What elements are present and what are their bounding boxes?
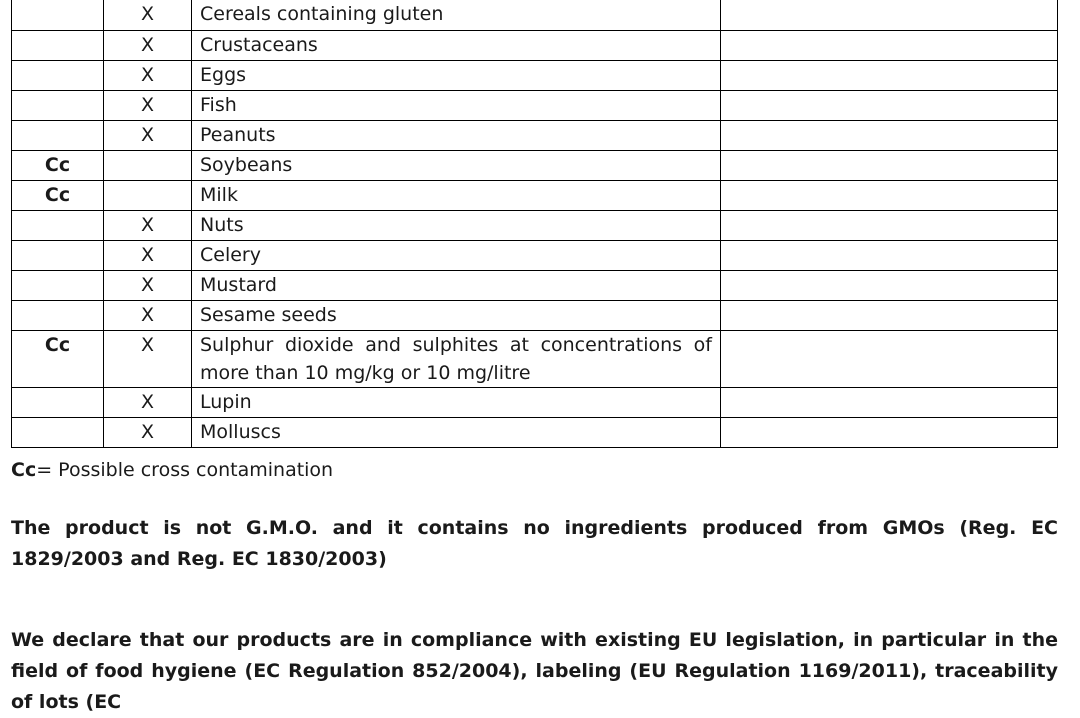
table-row — [12, 91, 1058, 121]
table-row — [12, 61, 1058, 91]
table-row — [12, 301, 1058, 331]
cross-contamination-cell — [12, 91, 104, 121]
cross-contamination-cell: Cc — [12, 181, 104, 211]
allergen-name-cell: Fish — [192, 91, 721, 121]
table-row — [12, 388, 1058, 418]
cross-contamination-cell: Cc — [12, 331, 104, 388]
cross-contamination-cell — [12, 388, 104, 418]
allergen-name-cell: Eggs — [192, 61, 721, 91]
notes-cell — [721, 271, 1058, 301]
table-row — [12, 121, 1058, 151]
absence-mark-cell — [104, 151, 192, 181]
absence-mark-cell — [104, 181, 192, 211]
notes-cell — [721, 331, 1058, 388]
allergen-table-body — [12, 0, 1058, 448]
table-row — [12, 151, 1058, 181]
allergen-name-cell: Sesame seeds — [192, 301, 721, 331]
allergen-name-cell: Molluscs — [192, 418, 721, 448]
compliance-statement: We declare that our products are in compliance with existing EU legislation, in particular in the field of food hygiene (EC Regulation 852/2004), labeling (EU Regulation 1169/2011), traceability of lots (EC — [11, 629, 1058, 713]
absence-mark-cell: X — [104, 271, 192, 301]
allergen-name-cell: Sulphur dioxide and sulphites at concentrations of more than 10 mg/kg or 10 mg/litre — [192, 331, 721, 388]
absence-mark-cell: X — [104, 331, 192, 388]
absence-mark-cell: X — [104, 121, 192, 151]
allergen-name-cell: Mustard — [192, 271, 721, 301]
table-row — [12, 241, 1058, 271]
allergen-name-cell: Lupin — [192, 388, 721, 418]
cross-contamination-cell — [12, 31, 104, 61]
absence-mark-cell: X — [104, 241, 192, 271]
notes-cell — [721, 241, 1058, 271]
notes-cell — [721, 211, 1058, 241]
cross-contamination-cell — [12, 61, 104, 91]
notes-cell — [721, 31, 1058, 61]
notes-cell — [721, 418, 1058, 448]
allergen-name-cell: Cereals containing gluten — [192, 0, 721, 31]
cross-contamination-cell — [12, 241, 104, 271]
absence-mark-cell: X — [104, 31, 192, 61]
table-row — [12, 418, 1058, 448]
cross-contamination-cell — [12, 121, 104, 151]
notes-cell — [721, 0, 1058, 31]
allergen-name-cell: Crustaceans — [192, 31, 721, 61]
absence-mark-cell: X — [104, 301, 192, 331]
notes-cell — [721, 181, 1058, 211]
cross-contamination-cell — [12, 301, 104, 331]
allergen-name-cell: Milk — [192, 181, 721, 211]
allergen-name-cell: Peanuts — [192, 121, 721, 151]
allergen-table — [11, 0, 1058, 448]
table-row — [12, 181, 1058, 211]
allergen-name-cell: Nuts — [192, 211, 721, 241]
notes-cell — [721, 151, 1058, 181]
allergen-name-cell: Soybeans — [192, 151, 721, 181]
notes-cell — [721, 301, 1058, 331]
table-row — [12, 31, 1058, 61]
absence-mark-cell: X — [104, 61, 192, 91]
cross-contamination-cell — [12, 0, 104, 31]
absence-mark-cell: X — [104, 388, 192, 418]
absence-mark-cell: X — [104, 0, 192, 31]
allergen-name-cell: Celery — [192, 241, 721, 271]
legend — [11, 456, 333, 484]
absence-mark-cell: X — [104, 418, 192, 448]
legend-abbreviation: Cc — [11, 459, 37, 481]
notes-cell — [721, 91, 1058, 121]
notes-cell — [721, 121, 1058, 151]
notes-cell — [721, 61, 1058, 91]
cross-contamination-cell — [12, 211, 104, 241]
table-row — [12, 331, 1058, 388]
cross-contamination-cell — [12, 271, 104, 301]
table-row — [12, 211, 1058, 241]
notes-cell — [721, 388, 1058, 418]
legend-text: = Possible cross contamination — [36, 459, 334, 481]
table-row — [12, 0, 1058, 31]
cross-contamination-cell — [12, 418, 104, 448]
absence-mark-cell: X — [104, 211, 192, 241]
cross-contamination-cell: Cc — [12, 151, 104, 181]
absence-mark-cell: X — [104, 91, 192, 121]
gmo-statement: The product is not G.M.O. and it contains no ingredients produced from GMOs (Reg. EC 1829/2003 and Reg. EC 1830/2003) — [11, 517, 1058, 570]
table-row — [12, 271, 1058, 301]
